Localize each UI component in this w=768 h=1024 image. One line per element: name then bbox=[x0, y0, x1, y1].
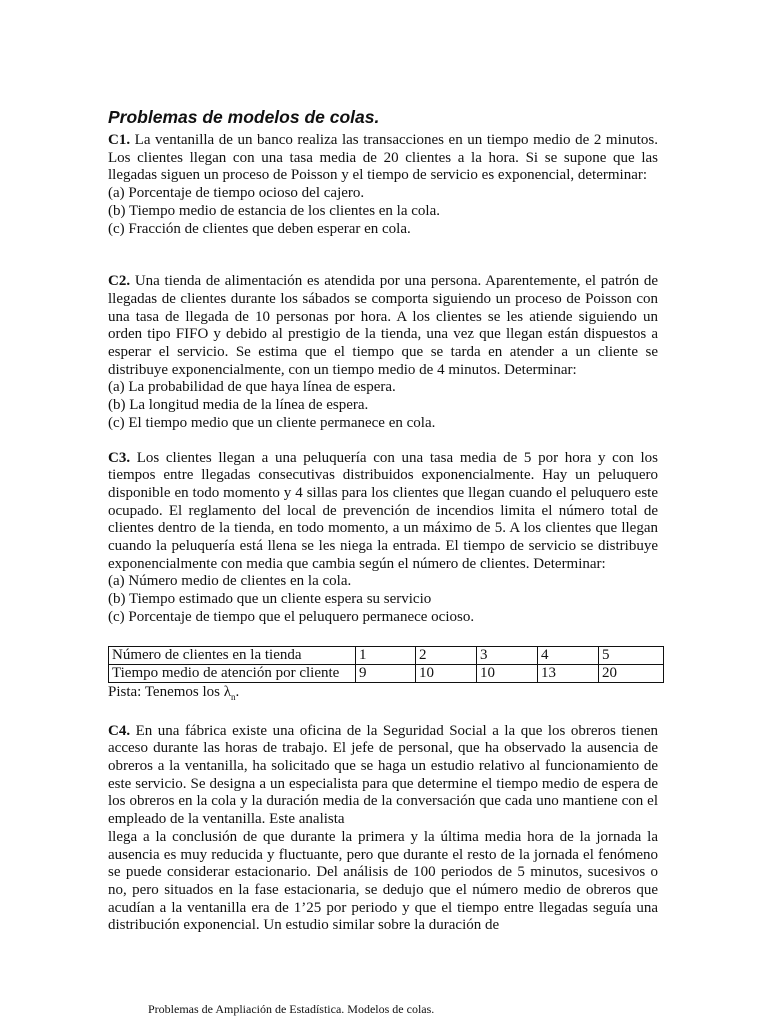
table-cell: 5 bbox=[599, 646, 664, 664]
table-cell: 10 bbox=[477, 664, 538, 682]
table-row bbox=[109, 646, 664, 664]
problem-c3-text: Los clientes llegan a una peluquería con una tasa media de 5 por hora y con los tiempos entre llegadas consecutivas distribuidos exponencialmente. Hay un peluquero disponible en todo momento y 4 sillas para los clientes que llegan cuando el peluquero este ocupado. El reglamento del local de prevención de incendios limita el número total de clientes dentro de la tienda, en todo momento, a un máximo de 5. A los clientes que llegan cuando la peluquería está llena se les niega la entrada. El tiempo de servicio se distribuye exponencialmente con media que cambia según el número de clientes. Determinar: bbox=[108, 449, 658, 572]
table-row bbox=[109, 664, 664, 682]
problem-c1-item-c: (c) Fracción de clientes que deben esperar en cola. bbox=[108, 220, 411, 237]
table-cell: 1 bbox=[356, 646, 416, 664]
document-page bbox=[108, 106, 658, 935]
problem-c2-item-b: (b) La longitud media de la línea de espera. bbox=[108, 397, 369, 414]
problem-c3 bbox=[108, 450, 658, 627]
problem-c1-statement bbox=[108, 132, 658, 185]
lambda-symbol: λ bbox=[223, 683, 232, 700]
problem-c2-item-c: (c) El tiempo medio que un cliente permanece en cola. bbox=[108, 414, 436, 431]
problem-c3-items bbox=[108, 573, 658, 626]
hint bbox=[108, 683, 658, 706]
problem-c3-item-b: (b) Tiempo estimado que un cliente espera su servicio bbox=[108, 591, 432, 608]
lambda-subscript: n bbox=[231, 691, 236, 702]
page-footer: Problemas de Ampliación de Estadística. Modelos de colas. bbox=[148, 1002, 435, 1016]
table-cell: 4 bbox=[538, 646, 599, 664]
problem-c2-text: Una tienda de alimentación es atendida por una persona. Aparentemente, el patrón de llegadas de clientes durante los sábados se comporta siguiendo un proceso de Poisson con una tasa de llegada de 10 personas por hora. A los clientes se les atiende siguiendo un orden tipo FIFO y debido al prestigio de la tienda, una vez que llegan están dispuestos a esperar el servicio. Se estima que el tiempo que se tarda en atender a un cliente se distribuye exponencialmente, con un tiempo medio de 4 minutos. Determinar: bbox=[108, 273, 659, 378]
problem-c4-statement bbox=[108, 723, 658, 829]
problem-c2-statement bbox=[108, 273, 658, 379]
problem-c4 bbox=[108, 723, 658, 935]
problem-c2-label: C2. bbox=[108, 273, 131, 290]
problem-c3-statement bbox=[108, 450, 658, 574]
problem-c1-items bbox=[108, 185, 658, 238]
hint-prefix: Pista: Tenemos los bbox=[108, 683, 224, 700]
table-cell: 3 bbox=[477, 646, 538, 664]
problem-c2 bbox=[108, 273, 658, 432]
table-cell: 10 bbox=[416, 664, 477, 682]
problem-c2-items bbox=[108, 379, 658, 432]
problem-c2-item-a: (a) La probabilidad de que haya línea de espera. bbox=[108, 379, 396, 396]
problem-c1-item-a: (a) Porcentaje de tiempo ocioso del cajero. bbox=[108, 185, 365, 202]
problem-c3-item-c: (c) Porcentaje de tiempo que el peluquero permanece ocioso. bbox=[108, 608, 475, 625]
problem-c1 bbox=[108, 132, 658, 238]
table-cell: 2 bbox=[416, 646, 477, 664]
page-title: Problemas de modelos de colas. bbox=[108, 107, 380, 127]
problem-c1-item-b: (b) Tiempo medio de estancia de los clientes en la cola. bbox=[108, 202, 440, 219]
problem-c3-item-a: (a) Número medio de clientes en la cola. bbox=[108, 573, 352, 590]
table-row-label: Número de clientes en la tienda bbox=[109, 646, 356, 664]
table-row-label: Tiempo medio de atención por cliente bbox=[109, 664, 356, 682]
problem-c3-label: C3. bbox=[108, 449, 131, 466]
problem-c4-label: C4. bbox=[108, 722, 131, 739]
problem-c1-label: C1. bbox=[108, 132, 131, 148]
table-cell: 20 bbox=[599, 664, 664, 682]
service-time-table bbox=[108, 646, 664, 683]
problem-c1-text: La ventanilla de un banco realiza las transacciones en un tiempo medio de 2 minutos. Los clientes llegan con una tasa media de 20 clientes a la hora. Si se supone que las llegadas siguen un proceso de Poisson y el tiempo de servicio es exponencial, determinar: bbox=[108, 132, 659, 184]
hint-suffix: . bbox=[235, 683, 240, 700]
table-cell: 9 bbox=[356, 664, 416, 682]
problem-c4-continuation: llega a la conclusión de que durante la primera y la última media hora de la jornada la ausencia es muy reducida y fluctuante, pero que durante el resto de la jornada el fenómeno se puede considerar estacionario. Del análisis de 100 periodos de 5 minutos, sucesivos o no, pero situados en la fase estacionaria, se dedujo que el número medio de obreros que acudían a la ventanilla era de 1’25 por periodo y que el tiempo entre llegadas seguía una distribución exponencial. Un estudio similar sobre la duración de bbox=[108, 828, 658, 934]
problem-c4-text: En una fábrica existe una oficina de la Seguridad Social a la que los obreros tienen acceso durante las horas de trabajo. El jefe de personal, que ha observado la ausencia de obreros a la ventanilla, ha solicitado que se haga un estudio relativo al funcionamiento de este servicio. Se designa a un especialista para que determine el tiempo medio de espera de los obreros en la cola y la duración media de la conversación que cada uno mantiene con el empleado de la ventanilla. Este analista bbox=[108, 722, 659, 828]
table-cell: 13 bbox=[538, 664, 599, 682]
